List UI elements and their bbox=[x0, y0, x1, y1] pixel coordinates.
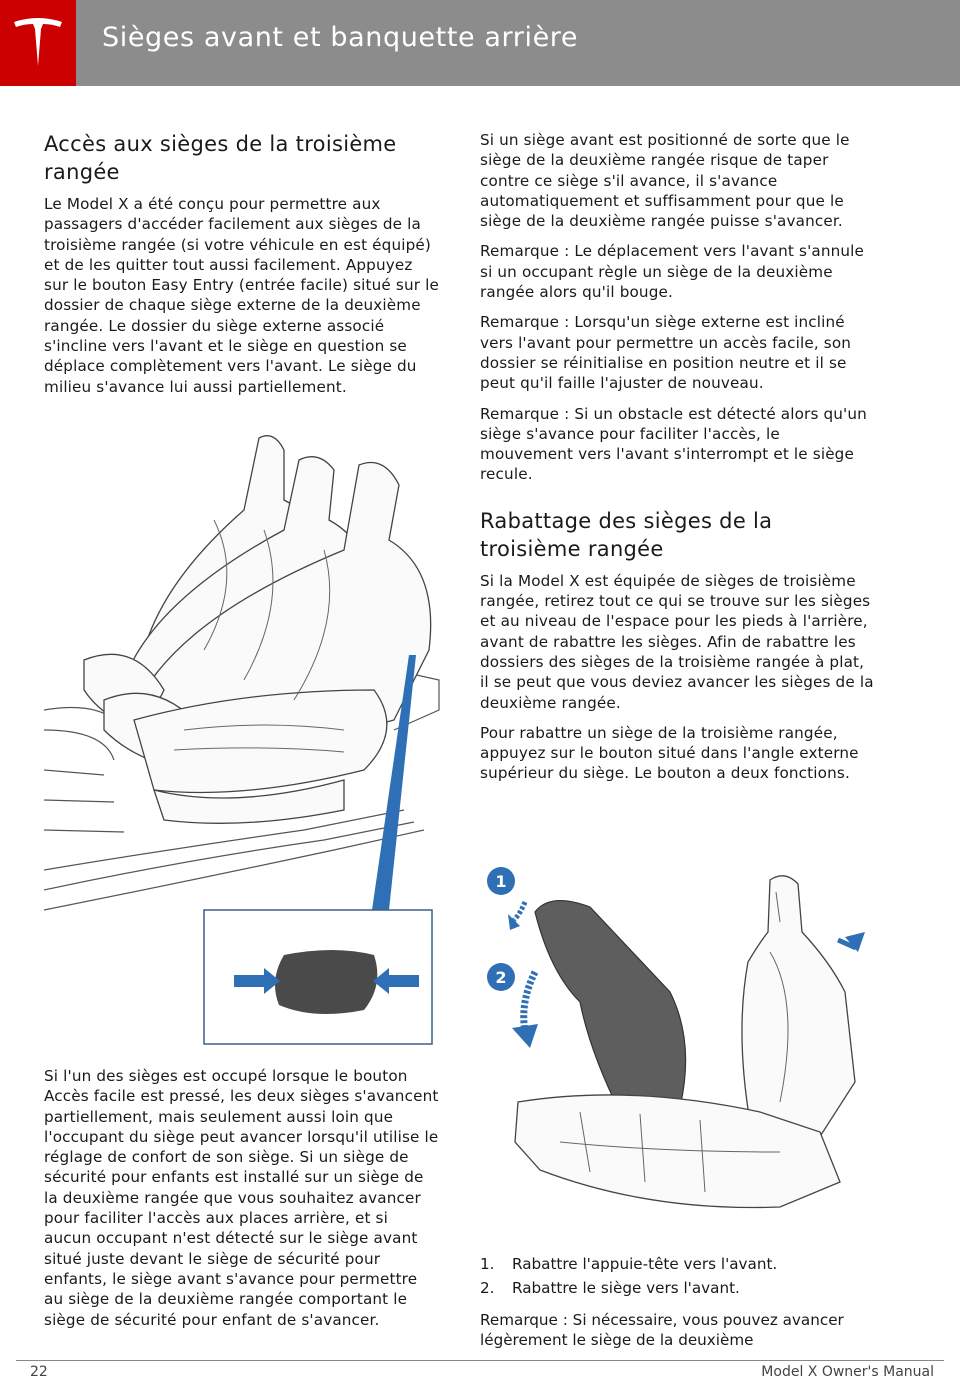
page-number: 22 bbox=[30, 1364, 48, 1380]
note: Remarque : Lorsqu'un siège externe est incliné vers l'avant pour permettre un accès facile, son dossier se réinitialise en position neutre et il se peut qu'il faille l'ajuster de nouveau. bbox=[480, 313, 852, 393]
note: Remarque : Si nécessaire, vous pouvez avancer légèrement le siège de la deuxième bbox=[480, 1311, 844, 1350]
step-badge-label: 1 bbox=[495, 872, 507, 891]
list-item-text: Rabattre l'appuie-tête vers l'avant. bbox=[512, 1255, 778, 1273]
paragraph: Si l'un des sièges est occupé lorsque le bouton Accès facile est pressé, les deux sièges s'avancent partiellement, mais seulement aussi loin que l'occupant du siège peut avancer lorsqu'il utilise le réglage de confort de son siège. Si un siège de sécurité pour enfants est installé sur un siège de la deuxième rangée que vous souhaitez avancer pour faciliter l'accès aux places arrière, et si aucun occupant n'est détecté sur le siège avant situé juste devant le siège de sécurité pour enfants, le siège avant s'avance pour permettre au siège de la deuxième rangée comportant le siège de sécurité pour enfant de s'avancer. bbox=[44, 1067, 439, 1329]
paragraph: Si un siège avant est positionné de sorte que le siège de la deuxième rangée risque de taper contre ce siège s'il avance, il s'avance automatiquement et suffisamment pour que le siège de la deuxième rangée puisse s'avancer. bbox=[480, 131, 850, 231]
second-row-seats-illustration bbox=[44, 430, 444, 1050]
paragraph: Pour rabattre un siège de la troisième rangée, appuyez sur le bouton situé dans l'angle externe supérieur du siège. Le bouton a deux fonctions. bbox=[480, 723, 859, 783]
list-item-number: 1. bbox=[480, 1255, 495, 1273]
paragraph: Si la Model X est équipée de sièges de troisième rangée, retirez tout ce qui se trouve sur les sièges et au niveau de l'espace pour les pieds à l'arrière, avant de rabattre les sièges. Afin de rabattre les dossiers des sièges de la troisième rangée à plat, il se peut que vous deviez avancer les sièges de la deuxième rangée. bbox=[480, 571, 874, 712]
list-item-text: Rabattre le siège vers l'avant. bbox=[512, 1279, 740, 1298]
tesla-logo bbox=[0, 0, 76, 86]
page-title: Sièges avant et banquette arrière bbox=[102, 22, 579, 53]
note: Remarque : Si un obstacle est détecté alors qu'un siège s'avance pour faciliter l'accès, le mouvement vers l'avant s'interrompt et le siège recule. bbox=[480, 404, 867, 484]
section-heading-third-row-access: Accès aux sièges de la troisième rangée bbox=[44, 132, 397, 184]
tesla-t-icon bbox=[12, 16, 64, 70]
list-item-number: 2. bbox=[480, 1279, 495, 1298]
note: Remarque : Le déplacement vers l'avant s'annule si un occupant règle un siège de la deuxième rangée alors qu'il bouge. bbox=[480, 242, 865, 302]
manual-title: Model X Owner's Manual bbox=[761, 1364, 934, 1380]
steps-list bbox=[480, 1254, 876, 1303]
right-column bbox=[480, 130, 876, 794]
left-column bbox=[44, 130, 440, 407]
list-item bbox=[480, 1254, 876, 1274]
third-row-seat-fold-illustration bbox=[480, 852, 880, 1227]
list-item bbox=[480, 1278, 876, 1298]
footer-divider bbox=[16, 1360, 944, 1361]
paragraph: Le Model X a été conçu pour permettre aux passagers d'accéder facilement aux sièges de la troisième rangée (si votre véhicule en est équipé) et de les quitter tout aussi facilement. Appuyez sur le bouton Easy Entry (entrée facile) situé sur le dossier de chaque siège externe de la deuxième rangée. Le dossier du siège externe associé s'incline vers l'avant et le siège en question se déplace complètement vers l'avant. Le siège du milieu s'avance lui aussi partiellement. bbox=[44, 195, 439, 396]
page-header bbox=[0, 0, 960, 86]
step-badge-label: 2 bbox=[495, 968, 507, 987]
left-column-lower bbox=[44, 1066, 440, 1340]
section-heading-fold-third-row: Rabattage des sièges de la troisième rangée bbox=[480, 508, 773, 561]
